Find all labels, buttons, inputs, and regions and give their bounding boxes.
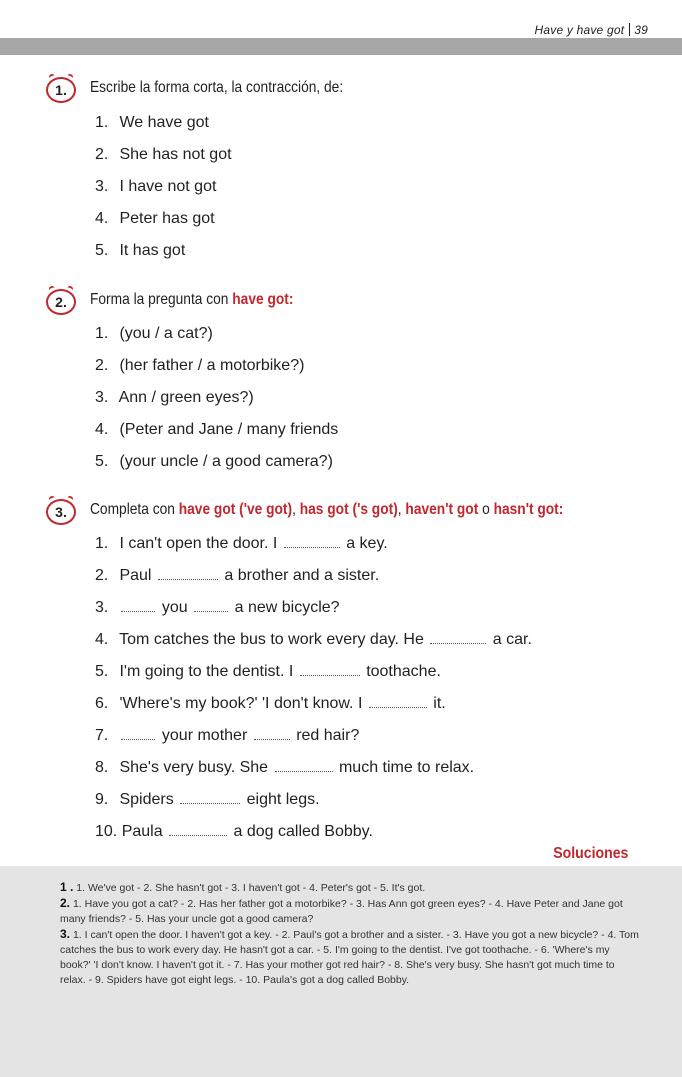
list-item: 4. (Peter and Jane / many friends: [95, 421, 339, 438]
answer-blank[interactable]: [254, 725, 290, 740]
answer-blank[interactable]: [180, 789, 240, 804]
list-item: 2. Paul a brother and a sister.: [95, 567, 380, 584]
exercise-2: [40, 289, 660, 470]
solution-3: 3. 1. I can't open the door. I haven't got a key. - 2. Paul's got a brother and a sister. - 3. Have you got a new bicycle? - 4. Tom catches the bus to work every day. He hasn't got a car. - 5. I'm going to the dentist. I've got toothache. - 6. 'Where's my book?' 'I don't know. I haven't got it. - 7. Has your mother got red hair? - 8. She's very busy. She hasn't got much time to relax. - 9. Spiders have got eight legs. - 10. Paula's got a dog called Bobby.: [60, 927, 639, 986]
answer-blank[interactable]: [430, 629, 486, 644]
answer-blank[interactable]: [121, 597, 155, 612]
exercise-3-heading: [40, 499, 660, 529]
solutions-title: Soluciones: [552, 845, 628, 862]
answer-blank[interactable]: [121, 725, 155, 740]
answer-blank[interactable]: [194, 597, 228, 612]
list-item: 1. (you / a cat?): [95, 325, 213, 342]
solutions-box: [0, 866, 682, 1077]
exercise-3: [40, 499, 660, 840]
header-divider: [629, 23, 630, 36]
exercise-1-heading: [40, 77, 660, 107]
exercise-2-heading: [40, 289, 660, 319]
solution-1: 1 . 1. We've got - 2. She hasn't got - 3. I haven't got - 4. Peter's got - 5. It's got.: [60, 880, 426, 894]
page-number: 39: [634, 23, 648, 37]
exercise-1: [40, 77, 660, 259]
exercise-2-items: [95, 322, 338, 482]
exercise-1-items: [95, 111, 232, 271]
list-item: 2. (her father / a motorbike?): [95, 357, 305, 374]
header-title: Have y have got: [534, 23, 625, 37]
exercise-instruction: Forma la pregunta con have got:: [90, 291, 294, 308]
list-item: 9. Spiders eight legs.: [95, 791, 320, 808]
exercise-number: 2.: [55, 294, 67, 310]
list-item: 5. (your uncle / a good camera?): [95, 453, 333, 470]
header-bar: [0, 38, 682, 55]
list-item: 3. I have not got: [95, 178, 217, 195]
answer-blank[interactable]: [284, 533, 340, 548]
exercise-number: 1.: [55, 82, 67, 98]
list-item: 3. you a new bicycle?: [95, 599, 340, 616]
answer-blank[interactable]: [275, 757, 333, 772]
running-header: [535, 23, 648, 37]
list-item: 10. Paula a dog called Bobby.: [95, 823, 373, 840]
list-item: 7. your mother red hair?: [95, 727, 360, 744]
list-item: 4. Peter has got: [95, 210, 215, 227]
answer-blank[interactable]: [369, 693, 427, 708]
alarm-clock-number-icon: [46, 77, 76, 103]
exercise-instruction: Escribe la forma corta, la contracción, de:: [90, 79, 344, 96]
answer-blank[interactable]: [300, 661, 360, 676]
solution-2: 2. 1. Have you got a cat? - 2. Has her father got a motorbike? - 3. Has Ann got green eyes? - 4. Have Peter and Jane got many friends? - 5. Has your uncle got a good camera?: [60, 896, 623, 925]
exercise-3-items: [95, 532, 532, 852]
solutions-text: [60, 880, 640, 988]
list-item: 1. I can't open the door. I a key.: [95, 535, 388, 552]
answer-blank[interactable]: [169, 821, 227, 836]
exercise-number: 3.: [55, 504, 67, 520]
list-item: 3. Ann / green eyes?): [95, 389, 254, 406]
answer-blank[interactable]: [158, 565, 218, 580]
list-item: 2. She has not got: [95, 146, 232, 163]
alarm-clock-number-icon: [46, 499, 76, 525]
alarm-clock-number-icon: [46, 289, 76, 315]
list-item: 4. Tom catches the bus to work every day. He a car.: [95, 631, 532, 648]
list-item: 6. 'Where's my book?' 'I don't know. I it.: [95, 695, 446, 712]
exercise-instruction: Completa con have got ('ve got), has got ('s got), haven't got o hasn't got:: [90, 501, 564, 518]
list-item: 1. We have got: [95, 114, 209, 131]
list-item: 5. I'm going to the dentist. I toothache.: [95, 663, 441, 680]
list-item: 8. She's very busy. She much time to relax.: [95, 759, 475, 776]
list-item: 5. It has got: [95, 242, 186, 259]
